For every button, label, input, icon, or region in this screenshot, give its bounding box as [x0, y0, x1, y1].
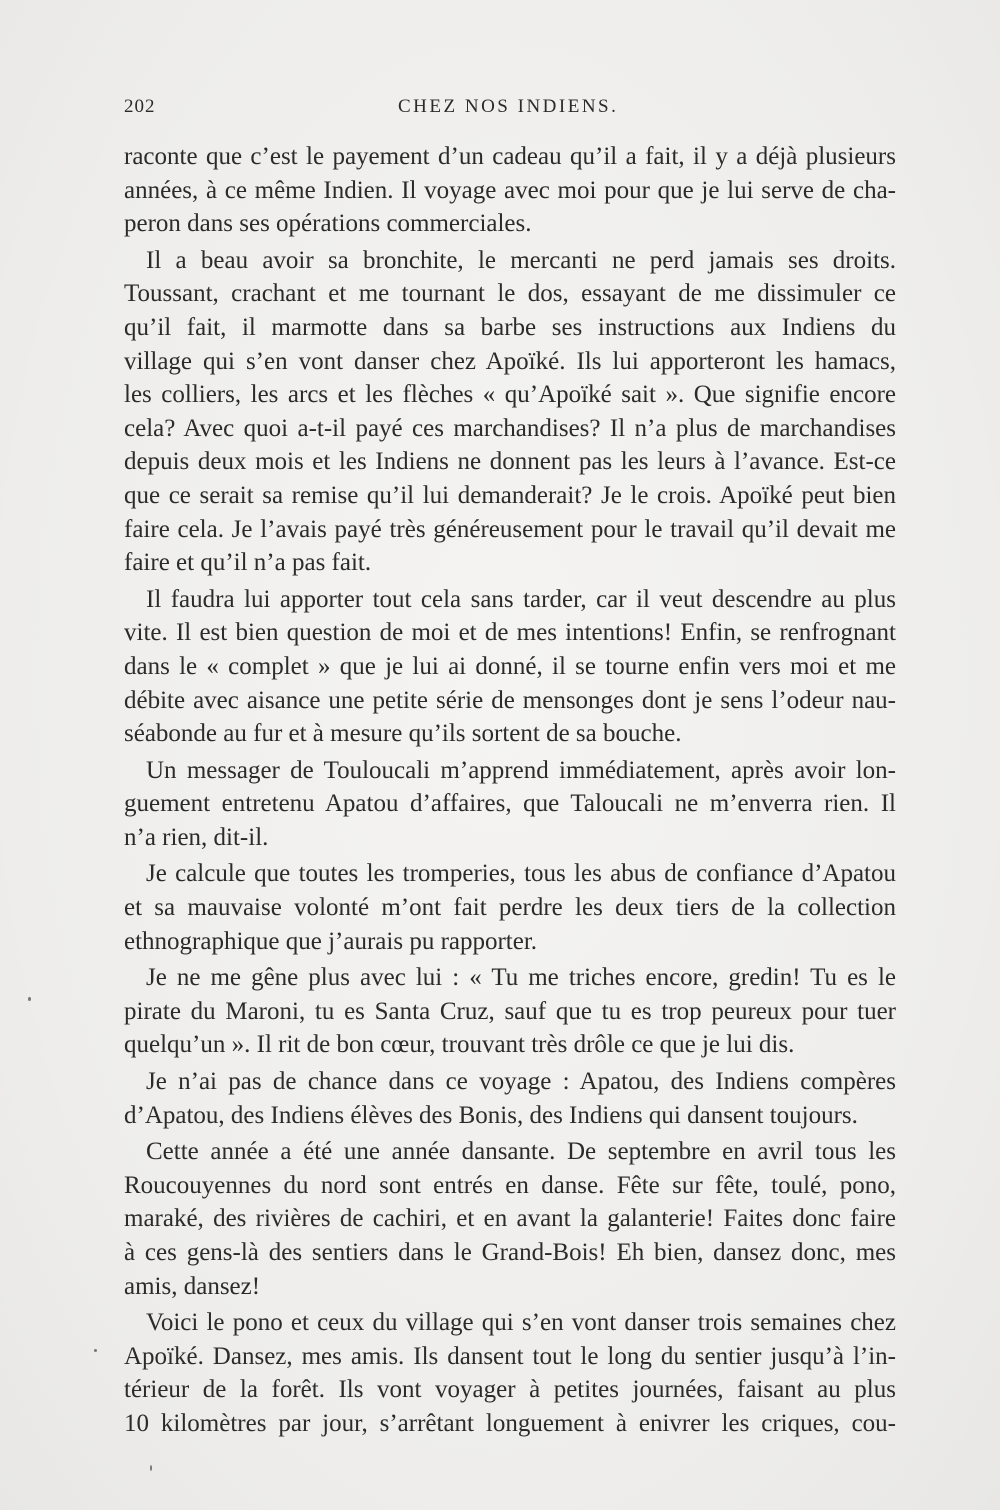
text-line: les colliers, les arcs et les flèches « qu’Apoïké sait ». Que signifie encore — [124, 381, 896, 409]
text-line: peron dans ses opérations commerciales. — [124, 210, 532, 238]
paragraph — [124, 857, 896, 958]
text-line: vite. Il est bien question de moi et de mes intentions! Enfin, se renfrognant — [124, 619, 896, 647]
text-line: ethnographique que j’aurais pu rapporter. — [124, 927, 538, 955]
page-number: 202 — [124, 96, 156, 117]
paragraph — [124, 244, 896, 580]
paragraph — [124, 583, 896, 751]
paper-speck — [150, 1465, 152, 1471]
text-line: séabonde au fur et à mesure qu’ils sortent de sa bouche. — [124, 720, 682, 748]
text-line: amis, dansez! — [124, 1272, 261, 1300]
text-line: Je n’ai pas de chance dans ce voyage : Apatou, des Indiens compères — [146, 1068, 896, 1096]
text-line: Je calcule que toutes les tromperies, tous les abus de confiance d’Apatou — [146, 860, 896, 888]
text-line: depuis deux mois et les Indiens ne donnent pas les leurs à l’avance. Est-ce — [124, 448, 896, 476]
text-line: n’a rien, dit-il. — [124, 823, 269, 851]
text-line: Roucouyennes du nord sont entrés en danse. Fête sur fête, toulé, pono, — [124, 1171, 896, 1199]
text-line: cela? Avec quoi a-t-il payé ces marchandises? Il n’a plus de marchandises — [124, 414, 896, 442]
text-line: années, à ce même Indien. Il voyage avec moi pour que je lui serve de cha- — [124, 176, 896, 204]
text-line: Je ne me gêne plus avec lui : « Tu me triches encore, gredin! Tu es le — [146, 964, 896, 992]
text-line: 10 kilomètres par jour, s’arrêtant longuement à enivrer les criques, cou- — [124, 1409, 896, 1437]
text-line: Il a beau avoir sa bronchite, le mercanti ne perd jamais ses droits. — [146, 246, 896, 274]
text-line: que ce serait sa remise qu’il lui demanderait? Je le crois. Apoïké peut bien — [124, 481, 896, 509]
paper-speck — [28, 997, 31, 1001]
paragraph — [124, 1065, 896, 1132]
text-line: Cette année a été une année dansante. De septembre en avril tous les — [146, 1138, 896, 1166]
text-line: village qui s’en vont danser chez Apoïké. Ils lui apporteront les hamacs, — [124, 347, 896, 375]
text-line: dans le « complet » que je lui ai donné, il se tourne enfin vers moi et me — [124, 652, 896, 680]
text-line: faire cela. Je l’avais payé très généreusement pour le travail qu’il devait me — [124, 515, 896, 543]
paragraph — [124, 1135, 896, 1303]
paragraph — [124, 961, 896, 1062]
text-line: raconte que c’est le payement d’un cadeau qu’il a fait, il y a déjà plusieurs — [124, 143, 896, 170]
paragraph — [124, 1306, 896, 1440]
text-line: maraké, des rivières de cachiri, et en avant la galanterie! Faites donc faire — [124, 1205, 896, 1233]
body-text — [124, 140, 896, 1441]
text-line: térieur de la forêt. Ils vont voyager à petites journées, faisant au plus — [124, 1376, 896, 1404]
text-line: Apoïké. Dansez, mes amis. Ils dansent tout le long du sentier jusqu’à l’in- — [124, 1342, 896, 1370]
text-line: quelqu’un ». Il rit de bon cœur, trouvant très drôle ce que je lui dis. — [124, 1031, 795, 1059]
text-line: pirate du Maroni, tu es Santa Cruz, sauf que tu es trop peureux pour tuer — [124, 997, 896, 1025]
text-line: d’Apatou, des Indiens élèves des Bonis, des Indiens qui dansent toujours. — [124, 1101, 858, 1129]
running-title: CHEZ NOS INDIENS. — [398, 96, 619, 117]
text-line: Un messager de Touloucali m’apprend immédiatement, après avoir lon- — [146, 756, 896, 784]
paper-speck — [94, 1349, 97, 1352]
paragraph — [124, 754, 896, 855]
text-line: Voici le pono et ceux du village qui s’en vont danser trois semaines chez — [146, 1309, 896, 1337]
text-line: à ces gens-là des sentiers dans le Grand-Bois! Eh bien, dansez donc, mes — [124, 1239, 896, 1266]
text-line: débite avec aisance une petite série de mensonges dont je sens l’odeur nau- — [124, 686, 896, 714]
text-line: guement entretenu Apatou d’affaires, que Taloucali ne m’enverra rien. Il — [124, 790, 896, 818]
text-line: et sa mauvaise volonté m’ont fait perdre les deux tiers de la collection — [124, 894, 896, 922]
text-line: Il faudra lui apporter tout cela sans tarder, car il veut descendre au plus — [146, 585, 896, 613]
text-line: qu’il fait, il marmotte dans sa barbe ses instructions aux Indiens du — [124, 313, 896, 341]
text-line: Toussant, crachant et me tournant le dos, essayant de me dissimuler ce — [124, 280, 896, 308]
page-header — [124, 96, 896, 126]
text-line: faire et qu’il n’a pas fait. — [124, 549, 372, 577]
paragraph — [124, 140, 896, 241]
